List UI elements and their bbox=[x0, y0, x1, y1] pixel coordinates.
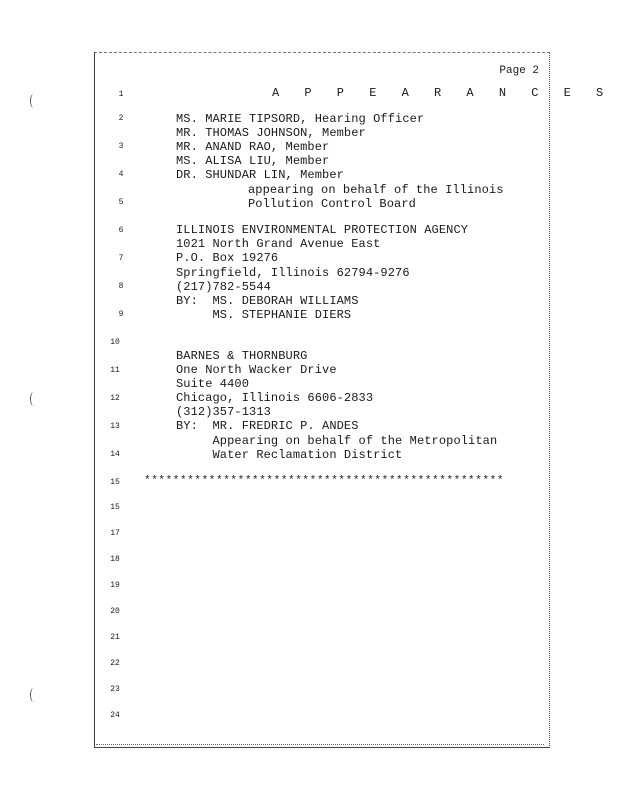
line-number: 4 bbox=[118, 170, 124, 179]
line-number: 1 bbox=[118, 90, 124, 99]
transcript-line: BARNES & THORNBURG bbox=[176, 349, 308, 363]
line-number: 15 bbox=[110, 503, 120, 512]
line-number: 11 bbox=[110, 366, 120, 375]
line-number: 15 bbox=[110, 478, 120, 487]
transcript-line: MR. THOMAS JOHNSON, Member bbox=[176, 126, 366, 140]
transcript-line: Suite 4400 bbox=[176, 377, 250, 391]
line-number: 2 bbox=[118, 114, 124, 123]
line-number: 7 bbox=[118, 254, 124, 263]
transcript-line: BY: MR. FREDRIC P. ANDES bbox=[176, 419, 359, 433]
transcript-line: (312)357-1313 bbox=[176, 405, 271, 419]
transcript-line: DR. SHUNDAR LIN, Member bbox=[176, 168, 344, 182]
hole-punch-mark bbox=[30, 94, 37, 108]
page-number: Page 2 bbox=[499, 65, 539, 77]
transcript-line: MS. ALISA LIU, Member bbox=[176, 154, 330, 168]
line-number: 6 bbox=[118, 226, 124, 235]
hole-punch-mark bbox=[30, 392, 37, 406]
line-number: 18 bbox=[110, 555, 120, 564]
transcript-line: Springfield, Illinois 62794-9276 bbox=[176, 266, 410, 280]
line-number: 13 bbox=[110, 422, 120, 431]
line-number: 5 bbox=[118, 198, 124, 207]
line-number: 12 bbox=[110, 394, 120, 403]
asterisk-divider: ************************************************** bbox=[144, 475, 505, 487]
line-number: 8 bbox=[118, 282, 124, 291]
transcript-line: Water Reclamation District bbox=[176, 448, 403, 462]
transcript-line: MR. ANAND RAO, Member bbox=[176, 140, 330, 154]
line-number: 14 bbox=[110, 450, 120, 459]
transcript-line: Pollution Control Board bbox=[248, 197, 416, 211]
transcript-line: MS. MARIE TIPSORD, Hearing Officer bbox=[176, 112, 425, 126]
transcript-line: MS. STEPHANIE DIERS bbox=[176, 308, 352, 322]
line-number: 21 bbox=[110, 633, 120, 642]
page-title: A P P E A R A N C E S bbox=[272, 86, 613, 100]
scan-artifact-line bbox=[96, 744, 544, 745]
line-number: 9 bbox=[118, 310, 124, 319]
transcript-line: ILLINOIS ENVIRONMENTAL PROTECTION AGENCY bbox=[176, 223, 469, 237]
transcript-line: Appearing on behalf of the Metropolitan bbox=[176, 434, 498, 448]
transcript-line: P.O. Box 19276 bbox=[176, 251, 279, 265]
transcript-line: Chicago, Illinois 6606-2833 bbox=[176, 391, 374, 405]
hole-punch-mark bbox=[30, 688, 37, 702]
transcript-line: (217)782-5544 bbox=[176, 280, 271, 294]
line-number: 19 bbox=[110, 581, 120, 590]
transcript-line: 1021 North Grand Avenue East bbox=[176, 237, 381, 251]
line-number: 23 bbox=[110, 685, 120, 694]
line-number: 24 bbox=[110, 711, 120, 720]
transcript-line: BY: MS. DEBORAH WILLIAMS bbox=[176, 294, 359, 308]
transcript-line: One North Wacker Drive bbox=[176, 363, 337, 377]
line-number: 3 bbox=[118, 142, 124, 151]
line-number: 22 bbox=[110, 659, 120, 668]
line-number: 20 bbox=[110, 607, 120, 616]
line-number: 17 bbox=[110, 529, 120, 538]
line-number: 10 bbox=[110, 338, 120, 347]
transcript-line: appearing on behalf of the Illinois bbox=[248, 183, 504, 197]
